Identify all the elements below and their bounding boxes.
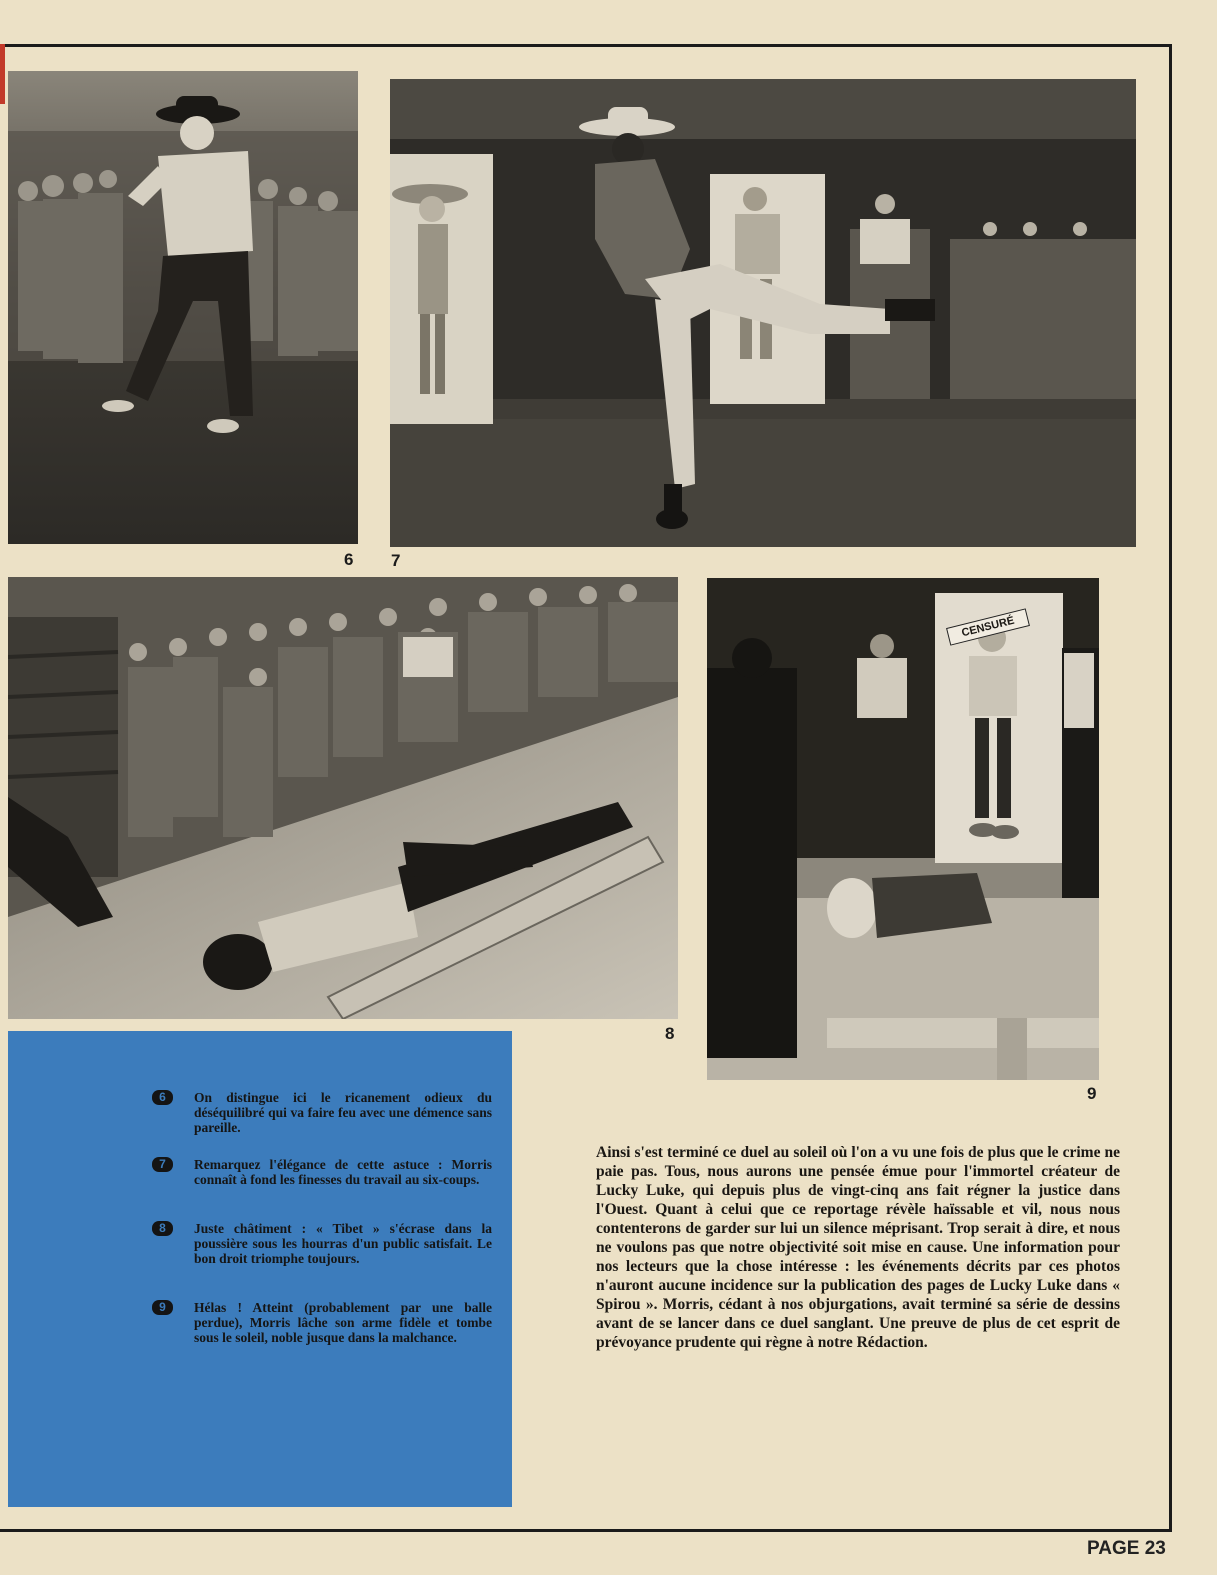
caption-badge-8: 8 <box>152 1221 173 1236</box>
article-body: Ainsi s'est terminé ce duel au soleil où l'on a vu une fois de plus que le crime ne paie pas. Tous, nous aurons une pensée émue pour l'immortel créateur de Lucky Luke, qui depuis plus de vingt-cinq ans fait régner la justice dans l'Ouest. Quant à celui que ce reportage révèle haïssable et vil, nous nous contenterons de garder sur lui un silence méprisant. Trop serait à dire, et nous ne voulons pas que notre objectivité soit mise en cause. Une information pour nos lecteurs que la chose intéresse : les événements décrits par ces photos n'auront aucune incidence sur la publication des pages de Lucky Luke dans « Spirou ». Morris, cédant à nos objurgations, avait terminé sa série de dessins avant de se lancer dans ce duel sanglant. Une preuve de plus de cet esprit de prévoyance prudente qui règne à notre Rédaction. <box>596 1144 1120 1351</box>
caption-text-6: On distingue ici le ricanement odieux du déséquilibré qui va faire feu avec une démence sans pareille. <box>194 1090 492 1135</box>
caption-badge-7: 7 <box>152 1157 173 1172</box>
show-through-text <box>540 1090 551 1133</box>
photo-6-gunslinger-drawing <box>8 71 358 544</box>
page-number: PAGE 23 <box>1087 1538 1166 1559</box>
photo-8-man-on-ground <box>8 577 678 1019</box>
photo-number-8: 8 <box>665 1024 675 1043</box>
caption-9 <box>152 1300 492 1345</box>
caption-text-7: Remarquez l'élégance de cette astuce : Morris connaît à fond les finesses du travail au six-coups. <box>194 1157 492 1187</box>
photo-number-6: 6 <box>344 550 354 569</box>
caption-8 <box>152 1221 492 1266</box>
photo-9-morris-fallen <box>707 578 1099 1080</box>
caption-7 <box>152 1157 492 1187</box>
photo-7-high-kick-draw <box>390 79 1136 547</box>
caption-text-9: Hélas ! Atteint (probablement par une balle perdue), Morris lâche son arme fidèle et tombe sous le soleil, noble jusque dans la malchance. <box>194 1300 492 1345</box>
caption-badge-9: 9 <box>152 1300 173 1315</box>
photo-number-7: 7 <box>391 551 401 570</box>
caption-text-8: Juste châtiment : « Tibet » s'écrase dans la poussière sous les hourras d'un public satisfait. Le bon droit triomphe toujours. <box>194 1221 492 1266</box>
caption-6 <box>152 1090 492 1135</box>
caption-badge-6: 6 <box>152 1090 173 1105</box>
edge-color-mark <box>0 44 5 104</box>
photo-number-9: 9 <box>1087 1084 1097 1103</box>
censored-sign: CENSURÉ <box>946 608 1030 645</box>
